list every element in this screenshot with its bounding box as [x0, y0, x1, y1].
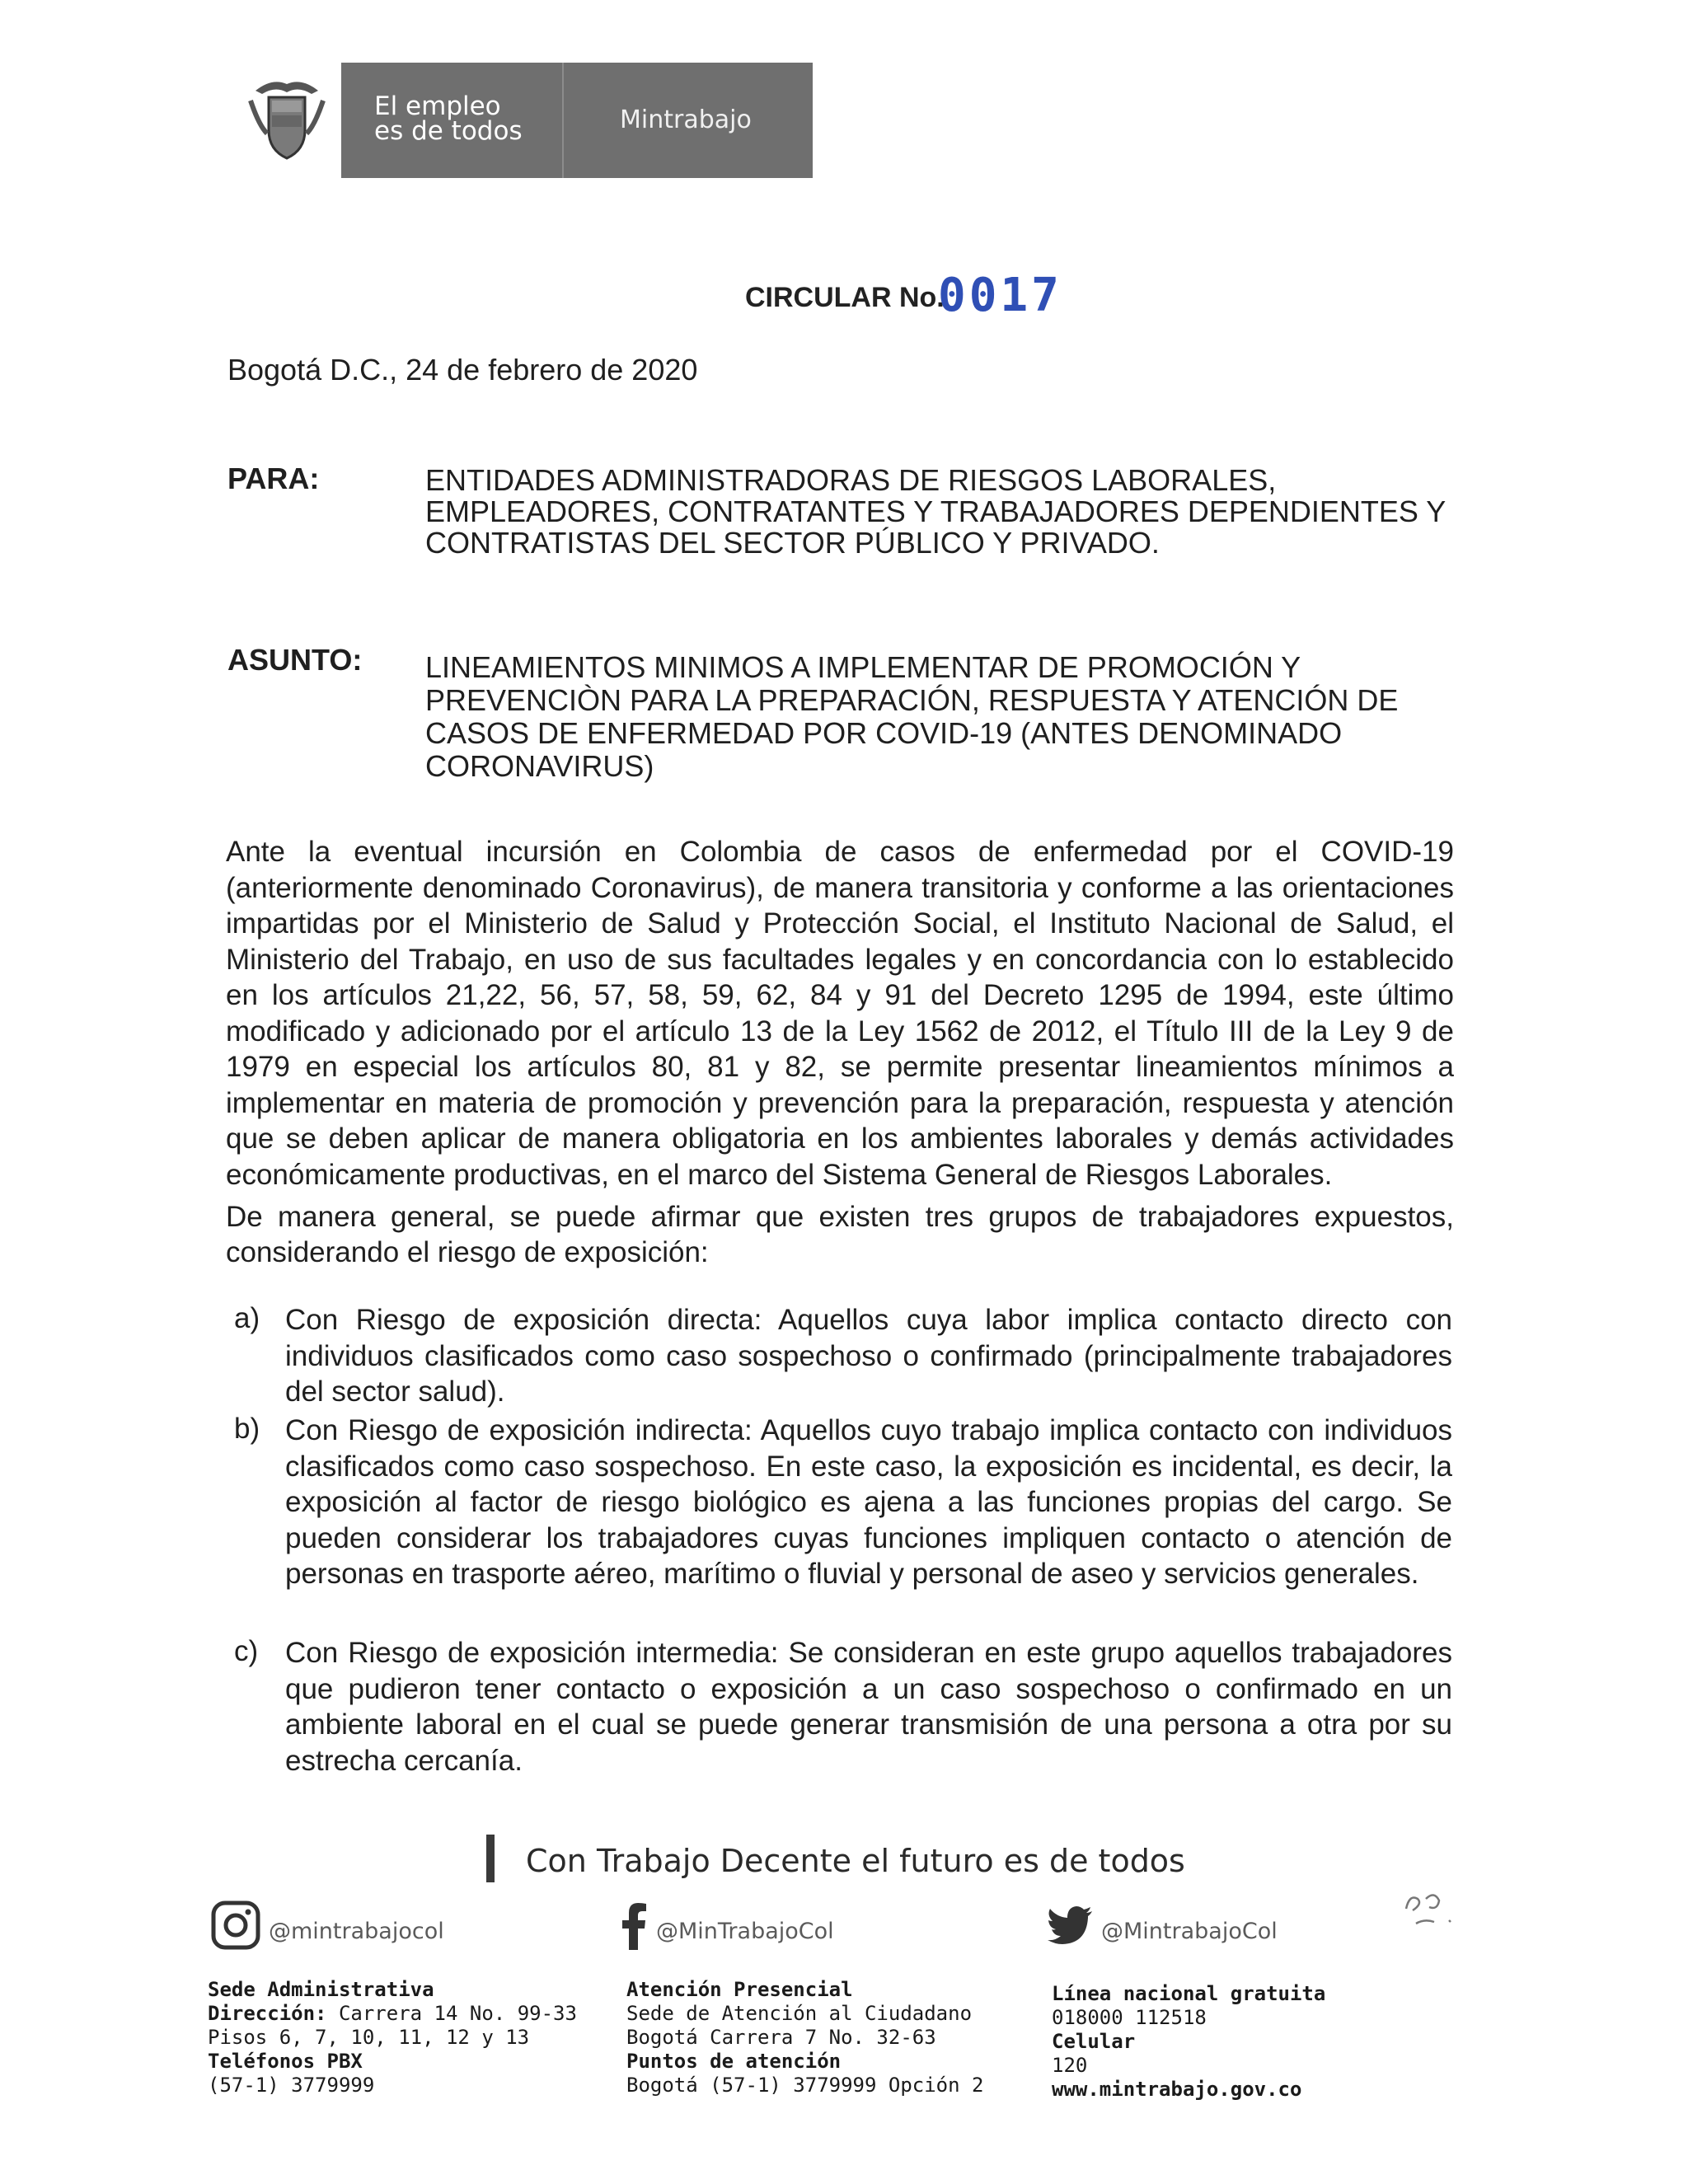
atencion-puntos-label: Puntos de atención	[626, 2050, 842, 2073]
circular-label: CIRCULAR No.	[745, 282, 945, 313]
list-item-c-letter: c)	[234, 1635, 259, 1667]
sede-direccion-label: Dirección:	[208, 2002, 327, 2025]
linea-celular-label: Celular	[1052, 2030, 1136, 2053]
instagram-link[interactable]	[211, 1900, 444, 1950]
linea-title: Línea nacional gratuita	[1052, 1982, 1326, 2005]
para-label: PARA:	[227, 462, 320, 495]
list-item-c-text: Con Riesgo de exposición intermedia: Se consideran en este grupo aquellos trabajadores que pudieron tener contacto o exposición a un caso sospechoso o confirmado en un ambiente laboral en el cual se puede generar transmisión de una persona a otra por su estrecha cercanía.	[285, 1637, 1452, 1777]
para-recipients: ENTIDADES ADMINISTRADORAS DE RIESGOS LABORALES, EMPLEADORES, CONTRATANTES Y TRABAJADORES DEPENDIENTES Y CONTRATISTAS DEL SECTOR PÚBLICO Y PRIVADO.	[425, 463, 1446, 560]
sede-pisos: Pisos 6, 7, 10, 11, 12 y 13	[208, 2026, 530, 2049]
list-item-a-letter: a)	[234, 1302, 260, 1334]
logo-banner	[341, 63, 813, 178]
atencion-line1: Sede de Atención al Ciudadano	[626, 2002, 973, 2025]
sede-direccion-value: Carrera 14 No. 99-33	[338, 2002, 577, 2025]
colombia-coat-of-arms-icon	[247, 76, 326, 162]
facebook-icon	[620, 1900, 648, 1950]
atencion-line2: Bogotá Carrera 7 No. 32-63	[626, 2026, 936, 2049]
linea-number: 018000 112518	[1052, 2006, 1207, 2029]
footer-slogan-bar	[486, 1835, 495, 1882]
linea-celular: 120	[1052, 2054, 1088, 2077]
sede-title: Sede Administrativa	[208, 1978, 434, 2001]
handwritten-mark	[1401, 1887, 1459, 1929]
facebook-link[interactable]	[620, 1900, 834, 1950]
document-date: Bogotá D.C., 24 de febrero de 2020	[227, 353, 698, 387]
contact-linea-nacional	[1052, 1982, 1325, 2102]
circular-number-stamp: 0017	[938, 269, 1062, 322]
twitter-link[interactable]	[1047, 1900, 1278, 1950]
contact-sede-administrativa	[208, 1978, 577, 2097]
logo-divider	[562, 63, 564, 178]
body-paragraph-1: Ante la eventual incursión en Colombia de casos de enfermedad por el COVID-19 (anteriormente denominado Coronavirus), de manera transitoria y conforme a las orientaciones impartidas por el Ministerio de Salud y Protección Social, el Instituto Nacional de Salud, el Ministerio del Trabajo, en uso de sus facultades legales y en concordancia con lo establecido en los artículos 21,22, 56, 57, 58, 59, 62, 84 y 91 del Decreto 1295 de 1994, este último modificado y adicionado por el artículo 13 de la Ley 1562 de 2012, el Título III de la Ley 9 de 1979 en especial los artículos 80, 81 y 82, se permite presentar lineamientos mínimos a implementar en materia de promoción y prevención para la preparación, respuesta y atención que se deben aplicar de manera obligatoria en los ambientes laborales y demás actividades económicamente productivas, en el marco del Sistema General de Riesgos Laborales.	[226, 836, 1454, 1191]
list-item-b-text: Con Riesgo de exposición indirecta: Aquellos cuyo trabajo implica contacto con individuos clasificados como caso sospechoso. En este caso, la exposición es incidental, es decir, la exposición al factor de riesgo biológico es ajena a las funciones propias del cargo. Se pueden considerar los trabajadores cuyas funciones impliquen contacto o atención de personas en trasporte aéreo, marítimo o fluvial y personal de aseo y servicios generales.	[285, 1414, 1452, 1590]
sede-telefonos-label: Teléfonos PBX	[208, 2050, 363, 2073]
sede-telefonos: (57-1) 3779999	[208, 2074, 375, 2097]
twitter-icon	[1047, 1900, 1093, 1950]
instagram-icon	[211, 1900, 260, 1950]
list-item-a-text: Con Riesgo de exposición directa: Aquellos cuya labor implica contacto directo con individuos clasificados como caso sospechoso o confirmado (principalmente trabajadores del sector salud).	[285, 1304, 1452, 1408]
asunto-subject: LINEAMIENTOS MINIMOS A IMPLEMENTAR DE PROMOCIÓN Y PREVENCIÒN PARA LA PREPARACIÓN, RESPUESTA Y ATENCIÓN DE CASOS DE ENFERMEDAD POR COVID-19 (ANTES DENOMINADO CORONAVIRUS)	[425, 650, 1399, 783]
facebook-handle: @MinTrabajoCol	[656, 1918, 834, 1944]
logo-brand: Mintrabajo	[620, 105, 752, 134]
atencion-title: Atención Presencial	[626, 1978, 853, 2001]
contact-atencion-presencial	[626, 1978, 983, 2097]
logo-slogan: El empleo es de todos	[374, 91, 523, 146]
website-link[interactable]: www.mintrabajo.gov.co	[1052, 2078, 1302, 2101]
footer-slogan: Con Trabajo Decente el futuro es de todos	[526, 1843, 1185, 1879]
atencion-puntos: Bogotá (57-1) 3779999 Opción 2	[626, 2074, 984, 2097]
asunto-label: ASUNTO:	[227, 643, 363, 677]
instagram-handle: @mintrabajocol	[269, 1918, 444, 1944]
sede-direccion	[208, 2002, 577, 2026]
twitter-handle: @MintrabajoCol	[1101, 1918, 1278, 1944]
list-item-b-letter: b)	[234, 1413, 260, 1445]
body-paragraph-2: De manera general, se puede afirmar que existen tres grupos de trabajadores expuestos, considerando el riesgo de exposición:	[226, 1201, 1454, 1268]
